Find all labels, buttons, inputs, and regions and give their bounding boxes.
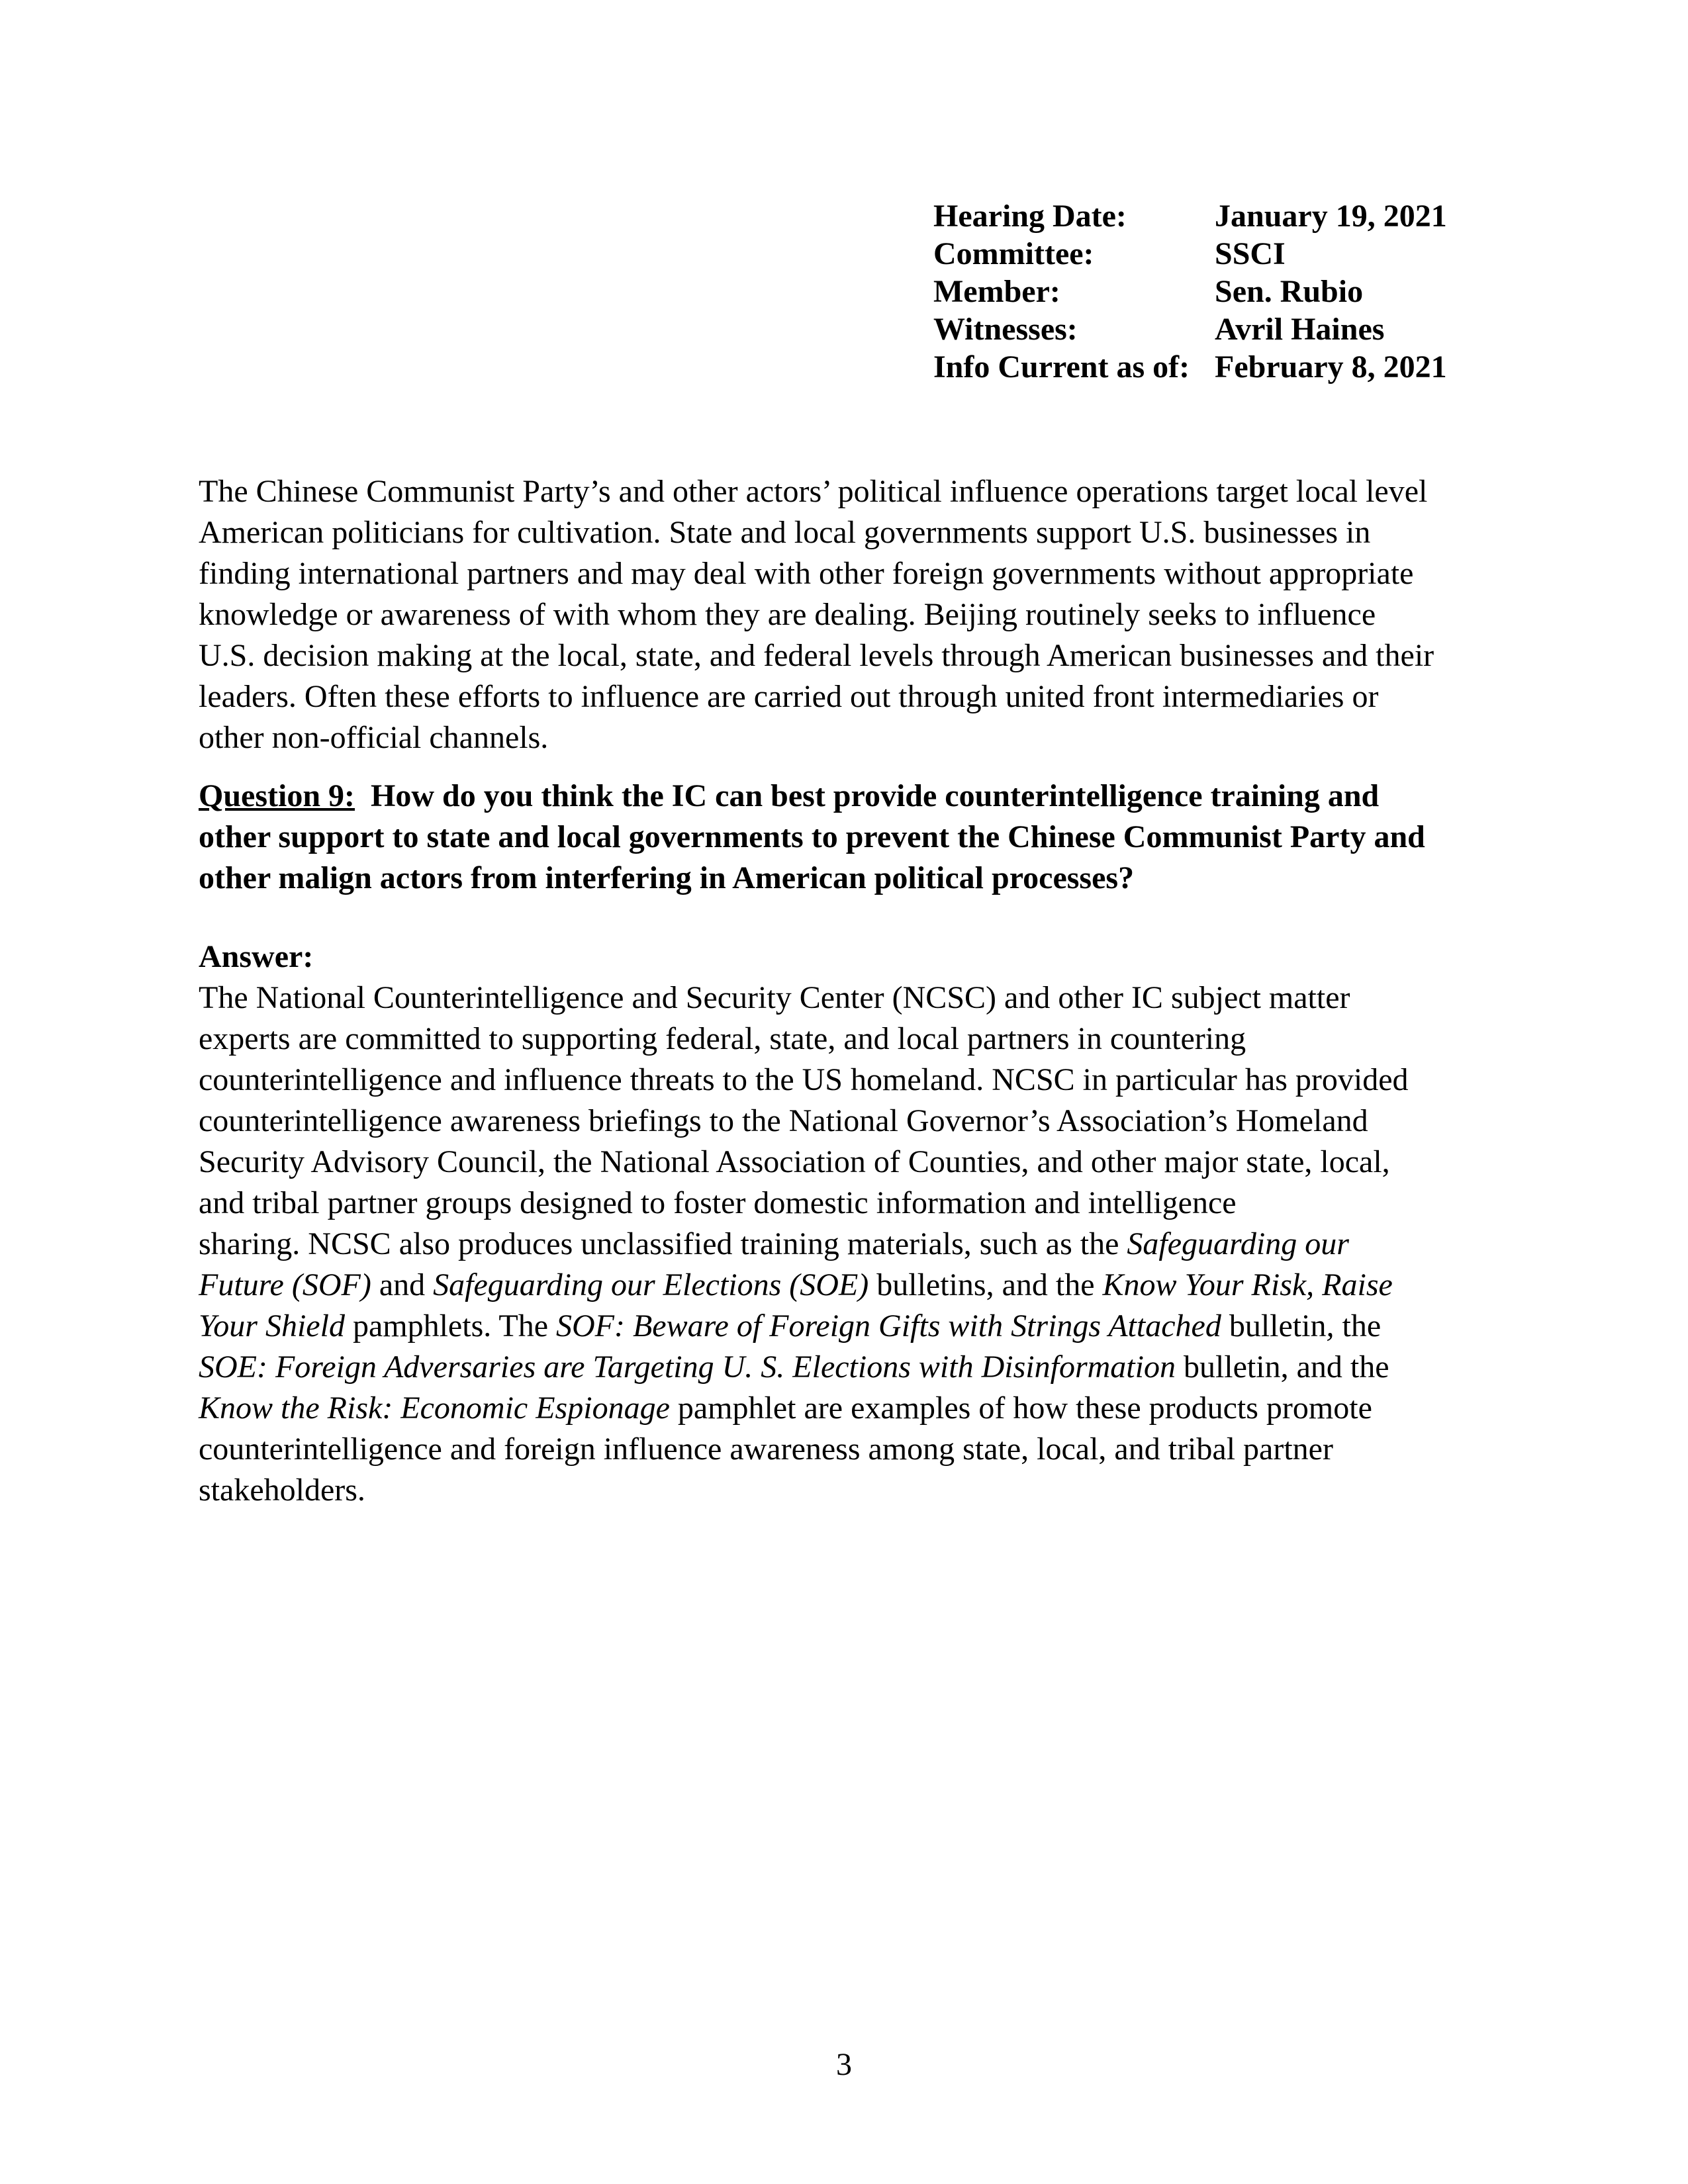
intro-line: leaders. Often these efforts to influence are carried out through united front intermediaries or [199, 679, 1379, 714]
hearing-date-label: Hearing Date: [933, 199, 1127, 234]
question-line [199, 776, 1496, 817]
publication-title: Safeguarding our [1127, 1226, 1349, 1261]
answer-text: and [371, 1267, 434, 1302]
answer-paragraph [199, 978, 1496, 1511]
answer-line: Security Advisory Council, the National Association of Counties, and other major state, local, [199, 1144, 1390, 1179]
answer-line: counterintelligence and influence threats to the US homeland. NCSC in particular has provided [199, 1062, 1409, 1097]
answer-line [199, 1388, 1496, 1429]
answer-heading: Answer: [199, 939, 314, 974]
answer-line: counterintelligence awareness briefings to the National Governor’s Association’s Homeland [199, 1103, 1368, 1138]
publication-title: SOF: Beware of Foreign Gifts with Strings Attached [556, 1308, 1221, 1343]
member-label: Member: [933, 274, 1060, 309]
hearing-info-row [933, 197, 1447, 235]
answer-line [199, 1347, 1496, 1388]
intro-paragraph [199, 471, 1496, 758]
committee-label: Committee: [933, 236, 1094, 271]
intro-line: American politicians for cultivation. State and local governments support U.S. businesses in [199, 515, 1371, 550]
answer-text: bulletins, and the [868, 1267, 1103, 1302]
intro-line: other non-official channels. [199, 720, 549, 755]
answer-line: The National Counterintelligence and Security Center (NCSC) and other IC subject matter [199, 980, 1350, 1015]
question-text: How do you think the IC can best provide counterintelligence training and [371, 778, 1380, 813]
question-label: Question 9: [199, 778, 355, 813]
hearing-info-row [933, 310, 1447, 348]
member-value: Sen. Rubio [1215, 274, 1364, 309]
witnesses-value: Avril Haines [1215, 312, 1385, 347]
witnesses-label: Witnesses: [933, 312, 1078, 347]
answer-line [199, 1224, 1496, 1265]
question-line: other support to state and local governments to prevent the Chinese Communist Party and [199, 819, 1425, 854]
intro-line: finding international partners and may deal with other foreign governments without appropriate [199, 556, 1414, 591]
answer-line: and tribal partner groups designed to foster domestic information and intelligence [199, 1185, 1237, 1220]
intro-line: U.S. decision making at the local, state, and federal levels through American businesses and their [199, 638, 1434, 673]
publication-title: Safeguarding our Elections (SOE) [433, 1267, 869, 1302]
hearing-info-row [933, 348, 1447, 386]
hearing-info-row [933, 273, 1447, 310]
answer-text: bulletin [1221, 1308, 1327, 1343]
question-line: other malign actors from interfering in American political processes? [199, 860, 1135, 895]
info-current-label: Info Current as of: [933, 349, 1190, 385]
intro-line: The Chinese Communist Party’s and other actors’ political influence operations target local level [199, 474, 1428, 509]
answer-text: , [1326, 1308, 1335, 1343]
publication-title: Your Shield [199, 1308, 345, 1343]
committee-value: SSCI [1215, 236, 1286, 271]
hearing-info-table [933, 197, 1447, 386]
hearing-info-row [933, 235, 1447, 273]
publication-title: SOE: Foreign Adversaries are Targeting U. S. Elections with Disinformation [199, 1349, 1176, 1385]
answer-line: counterintelligence and foreign influence awareness among state, local, and tribal partner [199, 1432, 1333, 1467]
answer-line [199, 1265, 1496, 1306]
answer-text: bulletin, and the [1175, 1349, 1389, 1385]
answer-line: stakeholders. [199, 1473, 365, 1508]
answer-line [199, 1306, 1496, 1347]
info-current-value: February 8, 2021 [1215, 349, 1447, 385]
publication-title: Know the Risk: Economic Espionage [199, 1390, 670, 1426]
question-paragraph [199, 776, 1496, 899]
intro-line: knowledge or awareness of with whom they are dealing. Beijing routinely seeks to influence [199, 597, 1376, 632]
hearing-date-value: January 19, 2021 [1215, 199, 1447, 234]
answer-text: the [1334, 1308, 1382, 1343]
answer-text: sharing. NCSC also produces unclassified training materials, such as the [199, 1226, 1127, 1261]
answer-text: pamphlets. The [344, 1308, 557, 1343]
publication-title: Know Your Risk, Raise [1102, 1267, 1393, 1302]
answer-line: experts are committed to supporting federal, state, and local partners in countering [199, 1021, 1246, 1056]
page-number: 3 [836, 2047, 852, 2082]
answer-text: pamphlet are examples of how these products promote [669, 1390, 1372, 1426]
publication-title: Future (SOF) [199, 1267, 371, 1302]
